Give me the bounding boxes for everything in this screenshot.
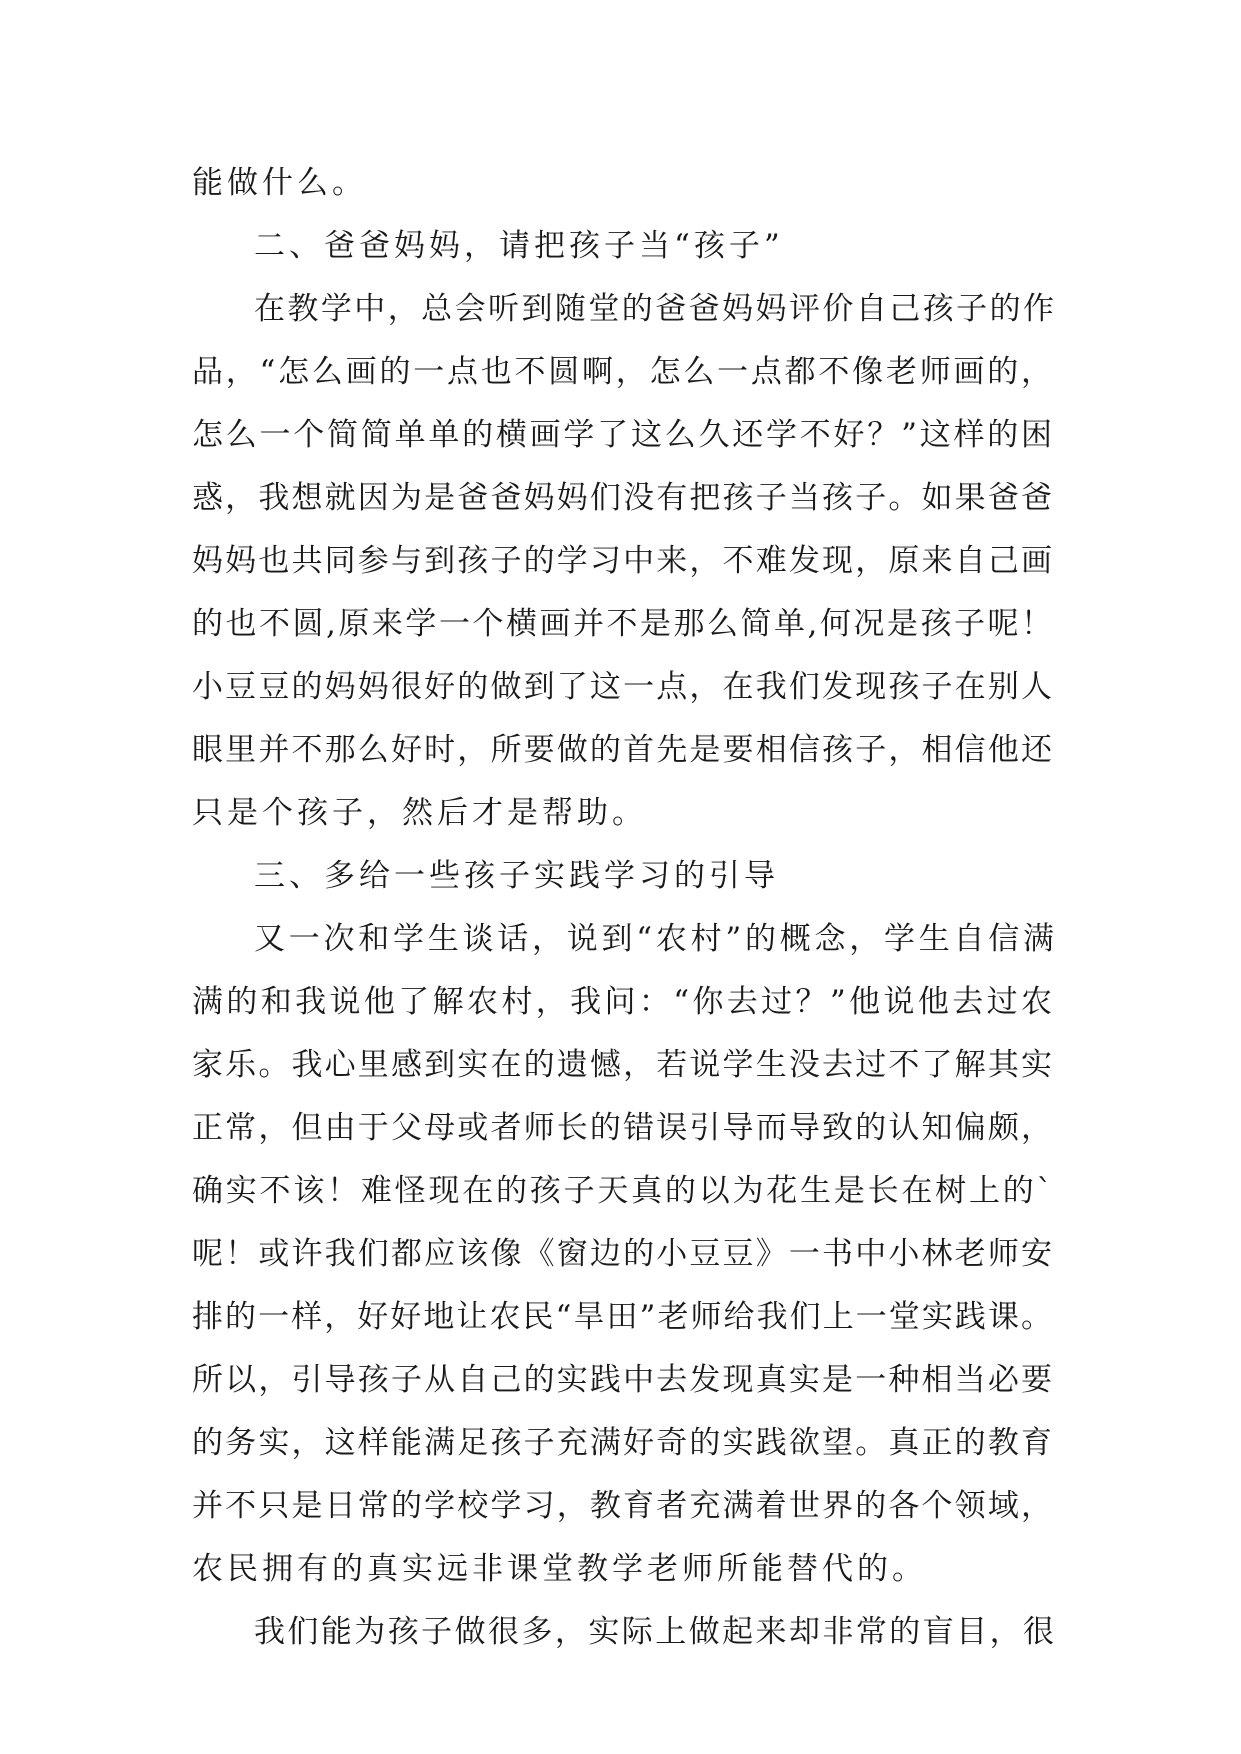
text-line: 农民拥有的真实远非课堂教学老师所能替代的。 [192, 1551, 927, 1587]
text-line: 品，“怎么画的一点也不圆啊，怎么一点都不像老师画的， [192, 354, 1052, 390]
text-line: 眼里并不那么好时，所要做的首先是要相信孩子，相信他还 [192, 732, 1052, 768]
text-line: 惑，我想就因为是爸爸妈妈们没有把孩子当孩子。如果爸爸 [192, 480, 1052, 516]
text-line: 家乐。我心里感到实在的遗憾，若说学生没去过不了解其实 [192, 1047, 1052, 1083]
text-line: 的也不圆,原来学一个横画并不是那么简单,何况是孩子呢！ [192, 606, 1052, 642]
text-line: 确实不该！难怪现在的孩子天真的以为花生是长在树上的` [192, 1173, 1052, 1209]
text-line: 呢！或许我们都应该像《窗边的小豆豆》一书中小林老师安 [192, 1236, 1052, 1272]
section-heading: 三、多给一些孩子实践学习的引导 [254, 858, 779, 894]
text-line: 在教学中，总会听到随堂的爸爸妈妈评价自己孩子的作 [254, 291, 1054, 327]
text-line: 并不只是日常的学校学习，教育者充满着世界的各个领域， [192, 1488, 1052, 1524]
text-line: 我们能为孩子做很多，实际上做起来却非常的盲目，很 [254, 1614, 1054, 1650]
text-line: 能做什么。 [192, 165, 367, 201]
text-line: 怎么一个简简单单的横画学了这么久还学不好？”这样的困 [192, 417, 1052, 453]
text-line: 满的和我说他了解农村，我问：“你去过？”他说他去过农 [192, 984, 1052, 1020]
text-line: 所以，引导孩子从自己的实践中去发现真实是一种相当必要 [192, 1362, 1052, 1398]
text-line: 的务实，这样能满足孩子充满好奇的实践欲望。真正的教育 [192, 1425, 1052, 1461]
text-line: 小豆豆的妈妈很好的做到了这一点，在我们发现孩子在别人 [192, 669, 1052, 705]
text-line: 只是个孩子，然后才是帮助。 [192, 795, 647, 831]
text-line: 妈妈也共同参与到孩子的学习中来，不难发现，原来自己画 [192, 543, 1052, 579]
text-line: 排的一样，好好地让农民“旱田”老师给我们上一堂实践课。 [192, 1299, 1052, 1335]
text-line: 正常，但由于父母或者师长的错误引导而导致的认知偏颇， [192, 1110, 1052, 1146]
section-heading: 二、爸爸妈妈，请把孩子当“孩子” [254, 228, 784, 264]
text-line: 又一次和学生谈话，说到“农村”的概念，学生自信满 [254, 921, 1054, 957]
